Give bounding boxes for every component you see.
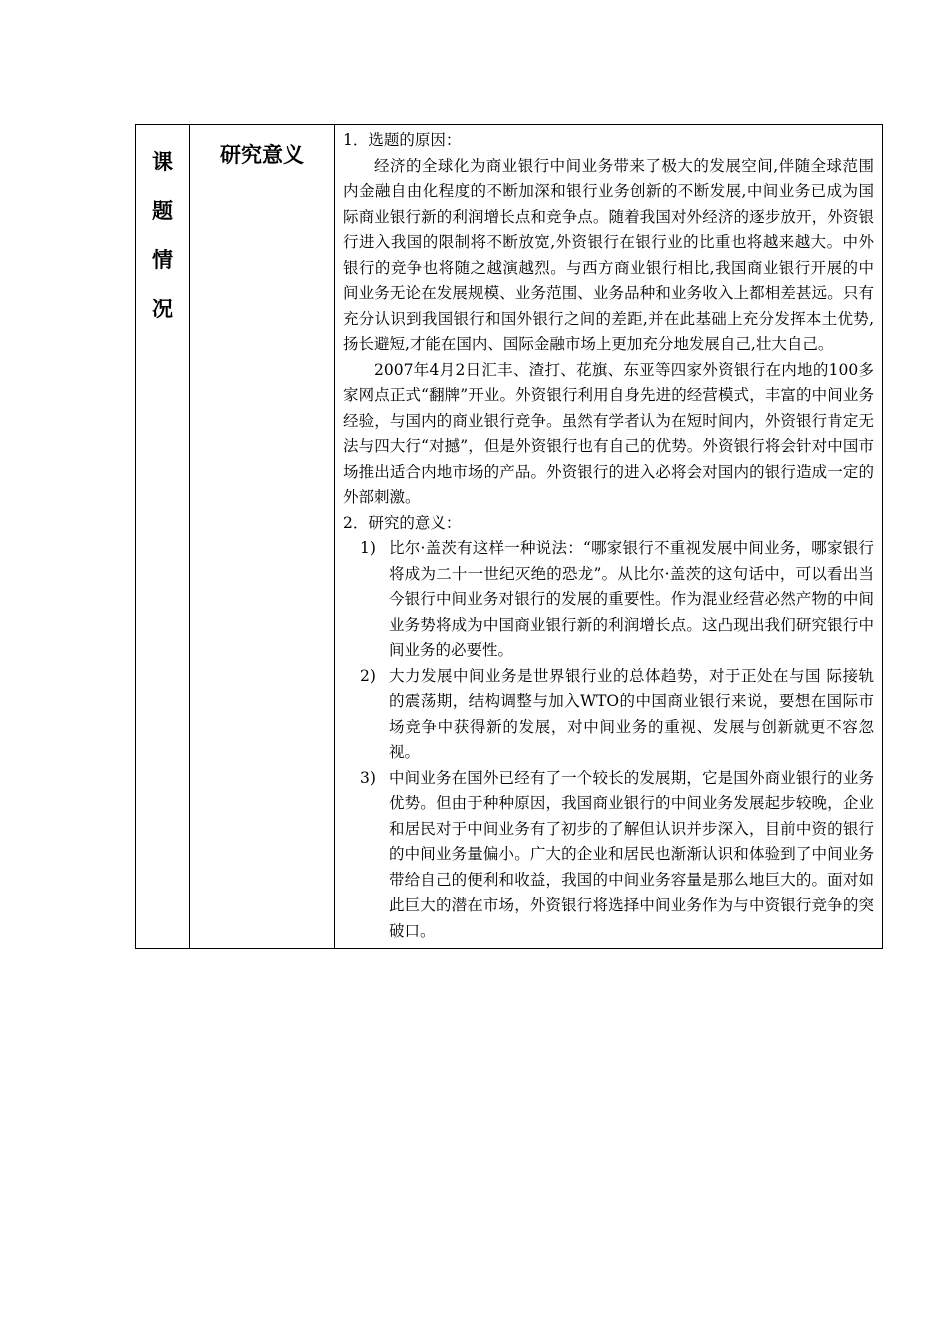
section-title-cell xyxy=(136,125,190,949)
heading-reason: 1．选题的原因： xyxy=(343,131,462,149)
list-item xyxy=(343,536,874,664)
form-table xyxy=(135,124,883,949)
list-item xyxy=(343,664,874,766)
heading-significance: 2．研究的意义： xyxy=(343,513,462,532)
vertical-title-char: 情 xyxy=(152,248,173,272)
list-item xyxy=(343,766,874,945)
section-vertical-title xyxy=(136,125,189,334)
vertical-title-char: 课 xyxy=(152,150,173,174)
vertical-title-char: 题 xyxy=(152,199,173,223)
content-body xyxy=(335,125,882,948)
vertical-title-char: 况 xyxy=(152,297,173,321)
row-label: 研究意义 xyxy=(220,143,304,167)
list-item-number: 1) xyxy=(360,539,376,557)
paragraph: 2007年4月2日汇丰、渣打、花旗、东亚等四家外资银行在内地的100多家网点正式“翻牌”开业。外资银行利用自身先进的经营模式，丰富的中间业务经验，与国内的商业银行竞争。虽然有学者认为在短时间内，外资银行肯定无法与四大行“对撼”，但是外资银行也有自己的优势。外资银行将会针对中国市场推出适合内地市场的产品。外资银行的进入必将会对国内的银行造成一定的外部刺激。 xyxy=(343,360,874,506)
content-cell xyxy=(335,125,883,949)
list-item-text: 中间业务在国外已经有了一个较长的发展期，它是国外商业银行的业务优势。但由于种种原因，我国商业银行的中间业务发展起步较晚，企业和居民对于中间业务有了初步的了解但认识并步深入，目前中资的银行的中间业务量偏小。广大的企业和居民也渐渐认识和体验到了中间业务带给自己的便利和收益，我国的中间业务容量是那么地巨大的。面对如此巨大的潜在市场，外资银行将选择中间业务作为与中资银行竞争的突破口。 xyxy=(389,768,874,940)
list-item-number: 3) xyxy=(360,768,376,787)
list-item-number: 2) xyxy=(360,666,376,685)
list-item-text: 大力发展中间业务是世界银行业的总体趋势，对于正处在与国 际接轨的震荡期，结构调整与加入WTO的中国商业银行来说，要想在国际市场竞争中获得新的发展，对中间业务的重视、发展与创新就更不容忽视。 xyxy=(389,666,874,761)
list-item-text: 比尔·盖茨有这样一种说法：“哪家银行不重视发展中间业务，哪家银行将成为二十一世纪灭绝的恐龙”。从比尔·盖茨的这句话中，可以看出当今银行中间业务对银行的发展的重要性。作为混业经营必然产物的中间业务势将成为中国商业银行新的利润增长点。这凸现出我们研究银行中间业务的必要性。 xyxy=(389,539,874,659)
table-row xyxy=(136,125,883,949)
paragraph: 经济的全球化为商业银行中间业务带来了极大的发展空间,伴随全球范围内金融自由化程度的不断加深和银行业务创新的不断发展,中间业务已成为国际商业银行新的利润增长点和竞争点。随着我国对外经济的逐步放开，外资银行进入我国的限制将不断放宽,外资银行在银行业的比重也将越来越大。中外银行的竞争也将随之越演越烈。与西方商业银行相比,我国商业银行开展的中间业务无论在发展规模、业务范围、业务品种和业务收入上都相差甚远。只有充分认识到我国银行和国外银行之间的差距,并在此基础上充分发挥本土优势,扬长避短,才能在国内、国际金融市场上更加充分地发展自己,壮大自己。 xyxy=(343,156,874,353)
row-label-cell xyxy=(190,125,335,949)
